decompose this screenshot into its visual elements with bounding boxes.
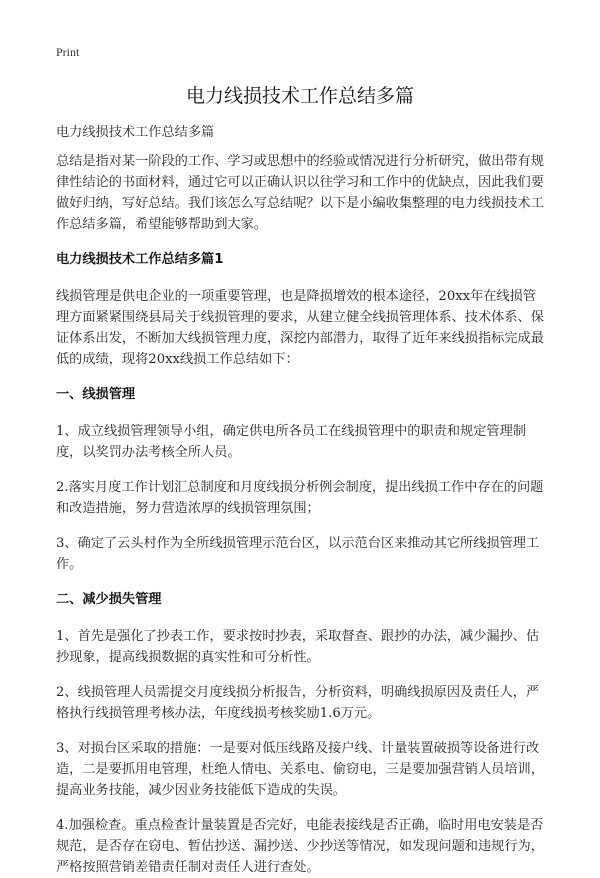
section-heading-loss-reduction: 二、减少损失管理 <box>56 592 162 607</box>
section2-item-3: 3、对损台区采取的措施：一是要对低压线路及接户线、计量装置破损等设备进行改造，二是要抓用电管理，杜绝人情电、关系电、偷窃电，三是要加强营销人员培训，提高业务技能，减少因业务技能低下造成的失误。 <box>56 741 544 798</box>
section-heading-line-loss-management: 一、线损管理 <box>56 387 136 402</box>
article-heading: 电力线损技术工作总结多篇1 <box>56 252 224 267</box>
intro-paragraph: 总结是指对某一阶段的工作、学习或思想中的经验或情况进行分析研究，做出带有规律性结论的书面材料，通过它可以正确认识以往学习和工作中的优缺点，因此我们要做好归纳，写好总结。我们该怎么写总结呢？以下是小编收集整理的电力线损技术工作总结多篇，希望能够帮助到大家。 <box>56 154 544 232</box>
section1-item-1: 1、成立线损管理领导小组，确定供电所各员工在线损管理中的职责和规定管理制度，以奖罚办法考核全所人员。 <box>56 424 526 460</box>
section1-item-2: 2.落实月度工作计划汇总制度和月度线损分析例会制度，提出线损工作中存在的问题和改造措施，努力营造浓厚的线损管理氛围； <box>56 480 544 516</box>
section2-item-2: 2、线损管理人员需提交月度线损分析报告，分析资料，明确线损原因及责任人，严格执行线损管理考核办法，年度线损考核奖励1.6万元。 <box>56 685 540 721</box>
article-intro-paragraph: 线损管理是供电企业的一项重要管理，也是降损增效的根本途径，20xx年在线损管理方面紧紧围绕县局关于线损管理的要求，从建立健全线损管理体系、技术体系、保证体系出发，不断加大线损管理力度，深挖内部潜力，取得了近年来线损指标完成最低的成绩，现将20xx线损工作总结如下： <box>56 289 544 367</box>
print-label: Print <box>56 45 80 59</box>
document-title: 电力线损技术工作总结多篇 <box>185 85 414 107</box>
section2-item-1: 1、首先是强化了抄表工作，要求按时抄表，采取督查、跟抄的办法，减少漏抄、估抄现象，提高线损数据的真实性和可分析性。 <box>56 629 540 665</box>
section1-item-3: 3、确定了云头村作为全所线损管理示范台区，以示范台区来推动其它所线损管理工作。 <box>56 536 540 572</box>
document-subtitle: 电力线损技术工作总结多篇 <box>56 125 215 140</box>
section2-item-4: 4.加强检查。重点检查计量装置是否完好，电能表接线是否正确，临时用电安装是否规范，是否存在窃电、暂估抄送、漏抄送、少抄送等情况，如发现问题和违规行为，严格按照营销差错责任制对责任人进行查处。 <box>56 818 544 875</box>
